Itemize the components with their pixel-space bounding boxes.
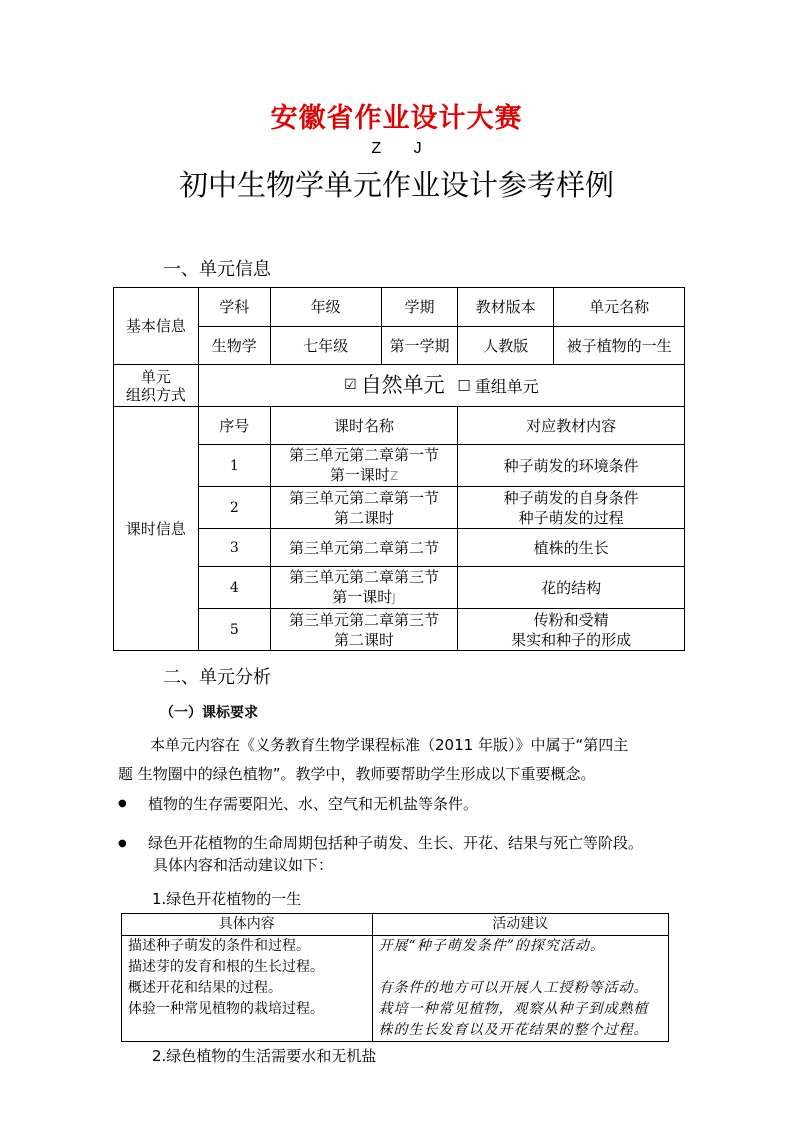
lesson-no: 3 <box>198 529 270 567</box>
lesson-content: 植株的生长 <box>458 529 685 567</box>
content-line: 描述种子萌发的条件和过程。 <box>128 938 310 954</box>
lesson-name <box>270 487 458 529</box>
lesson-name: 第三单元第二章第二节 <box>270 529 458 567</box>
lesson-mark: J <box>392 591 396 605</box>
col-term: 学期 <box>381 288 458 327</box>
bullet-1: 植物的生存需要阳光、水、空气和无机盐等条件。 <box>148 795 479 813</box>
lesson-name <box>270 609 458 651</box>
lesson-content <box>458 609 685 651</box>
bullet-dot-icon: ● <box>118 838 127 849</box>
lesson-content-line2: 果实和种子的形成 <box>511 630 632 649</box>
lesson-name-line2: 第一课时 <box>332 588 393 606</box>
lesson-name-line2: 第二课时 <box>334 508 395 527</box>
lesson-no: 2 <box>198 487 270 529</box>
section1-heading: 一、单元信息 <box>163 259 271 280</box>
unit-info-table <box>113 287 685 651</box>
list-item-2: 2.绿色植物的生活需要水和无机盐 <box>152 1047 377 1065</box>
lesson-content <box>458 487 685 529</box>
document-title: 初中生物学单元作业设计参考样例 <box>178 168 614 202</box>
org-method-label <box>114 365 199 407</box>
suggestion-line: 株的生长发育以及开花结果的整个过程。 <box>378 1022 649 1038</box>
lesson-col-no: 序号 <box>198 407 270 445</box>
lesson-name-line1: 第三单元第二章第一节 <box>289 488 440 507</box>
suggestion-line <box>379 957 662 978</box>
subsection-heading: （一）课标要求 <box>160 705 258 721</box>
org-label-line1: 单元 <box>140 367 171 386</box>
activity-table <box>121 913 669 1042</box>
lesson-name-line2: 第一课时 <box>329 466 390 484</box>
col-unit-name: 单元名称 <box>554 288 685 327</box>
lesson-info-label: 课时信息 <box>114 407 199 651</box>
header-content: 具体内容 <box>122 914 373 936</box>
lesson-no: 5 <box>198 609 270 651</box>
org-method-options <box>198 365 684 407</box>
bullet-followup: 具体内容和活动建议如下： <box>153 856 334 874</box>
col-edition: 教材版本 <box>458 288 554 327</box>
section2-heading: 二、单元分析 <box>163 667 271 688</box>
basic-info-label: 基本信息 <box>114 288 199 365</box>
lesson-content: 花的结构 <box>458 567 685 609</box>
lesson-row <box>114 609 685 651</box>
val-subject: 生物学 <box>198 327 270 365</box>
col-subject: 学科 <box>198 288 270 327</box>
lesson-name-line2: 第二课时 <box>334 630 395 649</box>
lesson-name-line1: 第三单元第二章第一节 <box>289 446 440 464</box>
lesson-content-line1: 种子萌发的自身条件 <box>503 488 639 507</box>
suggestion-line: 开展“种子萌发条件”的探究活动。 <box>378 938 605 954</box>
lesson-no: 4 <box>198 567 270 609</box>
lesson-no: 1 <box>198 445 270 487</box>
contest-title: 安徽省作业设计大赛 <box>270 103 523 134</box>
lesson-name <box>270 445 458 487</box>
lesson-mark: Z <box>389 469 399 483</box>
val-unit-name: 被子植物的一生 <box>554 327 685 365</box>
unchecked-box-icon[interactable]: □ <box>457 376 471 393</box>
bullet-dot-icon: ● <box>118 798 127 809</box>
org-label-line2: 组织方式 <box>125 385 186 404</box>
lesson-col-name: 课时名称 <box>270 407 458 445</box>
lesson-row <box>114 567 685 609</box>
bullet-2: 绿色开花植物的生命周期包括种子萌发、生长、开花、结果与死亡等阶段。 <box>148 834 644 852</box>
content-line: 描述芽的发育和根的生长过程。 <box>128 959 324 975</box>
lesson-content: 种子萌发的环境条件 <box>458 445 685 487</box>
lesson-row <box>114 445 685 487</box>
list-item-1: 1.绿色开花植物的一生 <box>152 890 302 908</box>
lesson-name-line1: 第三单元第二章第三节 <box>289 568 440 586</box>
suggestion-cell <box>372 936 668 1042</box>
val-grade: 七年级 <box>270 327 381 365</box>
checked-box-icon[interactable]: ☑ <box>344 376 357 393</box>
lesson-name <box>270 567 458 609</box>
lesson-name-line1: 第三单元第二章第三节 <box>289 610 440 629</box>
suggestion-line: 有条件的地方可以开展人工授粉等活动。 <box>378 980 649 996</box>
content-cell <box>122 936 373 1042</box>
para-line1: 本单元内容在《义务教育生物学课程标准（2011 年版）》中属于“第四主 <box>150 736 629 754</box>
suggestion-line: 栽培一种常见植物，观察从种子到成熟植 <box>378 1001 649 1017</box>
header-suggestion: 活动建议 <box>372 914 668 936</box>
val-edition: 人教版 <box>458 327 554 365</box>
para-line2: 题 生物圈中的绿色植物”。教学中，教师要帮助学生形成以下重要概念。 <box>118 765 596 783</box>
lesson-content-line1: 传粉和受精 <box>533 610 609 629</box>
header-letters: Z J <box>371 140 422 157</box>
col-grade: 年级 <box>270 288 381 327</box>
natural-unit-option: 自然单元 <box>360 372 445 397</box>
lesson-content-line2: 种子萌发的过程 <box>518 508 624 527</box>
regroup-unit-option: 重组单元 <box>474 376 539 396</box>
lesson-row <box>114 487 685 529</box>
lesson-row <box>114 529 685 567</box>
val-term: 第一学期 <box>381 327 458 365</box>
lesson-col-content: 对应教材内容 <box>458 407 685 445</box>
content-line: 概述开花和结果的过程。 <box>128 980 282 996</box>
content-line: 体验一种常见植物的栽培过程。 <box>128 1001 324 1017</box>
